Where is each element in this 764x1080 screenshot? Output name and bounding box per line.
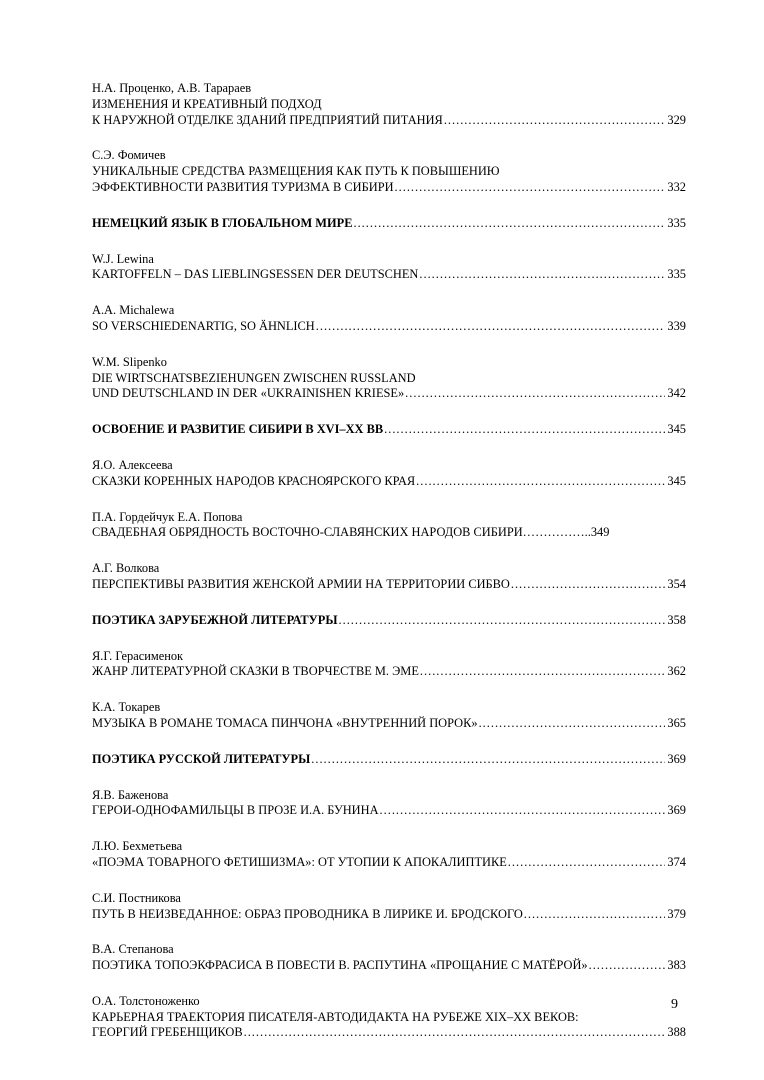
dot-leader — [420, 664, 666, 680]
toc-title-row — [92, 752, 686, 768]
dot-leader — [353, 216, 665, 232]
toc-entry — [92, 788, 686, 820]
toc-entry — [92, 81, 686, 128]
toc-title-line: УНИКАЛЬНЫЕ СРЕДСТВА РАЗМЕЩЕНИЯ КАК ПУТЬ К ПОВЫШЕНИЮ — [92, 164, 500, 179]
toc-title: ПУТЬ В НЕИЗВЕДАННОЕ: ОБРАЗ ПРОВОДНИКА В ЛИРИКЕ И. БРОДСКОГО — [92, 906, 523, 921]
toc-title: ПЕРСПЕКТИВЫ РАЗВИТИЯ ЖЕНСКОЙ АРМИИ НА ТЕРРИТОРИИ СИБВО — [92, 576, 510, 591]
toc-entry — [92, 649, 686, 681]
toc-entry — [92, 561, 686, 593]
toc-title-row — [92, 386, 686, 402]
toc-title: К НАРУЖНОЙ ОТДЕЛКЕ ЗДАНИЙ ПРЕДПРИЯТИЙ ПИТАНИЯ — [92, 112, 443, 127]
section-title: ОСВОЕНИЕ И РАЗВИТИЕ СИБИРИ В XVI–XX ВВ — [92, 422, 384, 437]
toc-page-number: 365 — [667, 715, 686, 730]
toc-entry — [92, 303, 686, 335]
toc-author: С.И. Постникова — [92, 890, 181, 905]
dot-leader — [405, 386, 665, 402]
toc-entry — [92, 891, 686, 923]
toc-author: W.M. Slipenko — [92, 354, 167, 369]
toc-title: МУЗЫКА В РОМАНЕ ТОМАСА ПИНЧОНА «ВНУТРЕННИЙ ПОРОК» — [92, 715, 478, 730]
toc-title: SO VERSCHIEDENARTIG, SO ÄHNLICH — [92, 318, 315, 333]
dot-leader — [511, 577, 666, 593]
toc-entry — [92, 355, 686, 402]
toc-author: П.А. Гордейчук Е.А. Попова — [92, 509, 243, 524]
toc-title: СВАДЕБНАЯ ОБРЯДНОСТЬ ВОСТОЧНО-СЛАВЯНСКИХ НАРОДОВ СИБИРИ — [92, 525, 523, 540]
toc-title-row — [92, 267, 686, 283]
toc-page-number: 329 — [667, 112, 686, 127]
toc-page-number: 345 — [667, 473, 686, 488]
toc-title: ГЕРОИ-ОДНОФАМИЛЬЦЫ В ПРОЗЕ И.А. БУНИНА — [92, 803, 379, 818]
toc-page-number: 358 — [667, 612, 686, 627]
toc-section-heading — [92, 216, 686, 232]
toc-title-row — [92, 319, 686, 335]
toc-page-number: 345 — [667, 422, 686, 437]
toc-title: ГЕОРГИЙ ГРЕБЕНЩИКОВ — [92, 1025, 243, 1040]
dot-leader — [311, 752, 665, 768]
toc-title-row — [92, 855, 686, 871]
toc-title-row — [92, 525, 686, 541]
toc-author: Я.В. Баженова — [92, 787, 169, 802]
toc-title: СКАЗКИ КОРЕННЫХ НАРОДОВ КРАСНОЯРСКОГО КРАЯ — [92, 473, 416, 488]
toc-section-heading — [92, 422, 686, 438]
toc-entry — [92, 252, 686, 284]
toc-title-row — [92, 422, 686, 438]
toc-title-row — [92, 958, 686, 974]
dot-leader — [244, 1025, 666, 1041]
toc-title-row — [92, 113, 686, 129]
toc-entry — [92, 839, 686, 871]
toc-entry — [92, 700, 686, 732]
table-of-contents — [92, 81, 686, 1061]
toc-title: ПОЭТИКА ТОПОЭКФРАСИСА В ПОВЕСТИ В. РАСПУТИНА «ПРОЩАНИЕ С МАТЁРОЙ» — [92, 958, 588, 973]
toc-author: Л.Ю. Бехметьева — [92, 839, 183, 854]
dot-leader — [479, 716, 666, 732]
dot-leader — [380, 803, 666, 819]
dot-leader — [416, 474, 665, 490]
page-number: 9 — [671, 997, 678, 1012]
toc-page-leader: ……………..349 — [522, 525, 610, 540]
section-title: ПОЭТИКА РУССКОЙ ЛИТЕРАТУРЫ — [92, 751, 311, 766]
toc-title: «ПОЭМА ТОВАРНОГО ФЕТИШИЗМА»: ОТ УТОПИИ К АПОКАЛИПТИКЕ — [92, 854, 507, 869]
toc-title-line: DIE WIRTSCHATSBEZIEHUNGEN ZWISCHEN RUSSLAND — [92, 370, 416, 385]
toc-page-number: 335 — [667, 267, 686, 282]
dot-leader — [384, 422, 665, 438]
toc-page-number: 374 — [667, 854, 686, 869]
section-title: ПОЭТИКА ЗАРУБЕЖНОЙ ЛИТЕРАТУРЫ — [92, 612, 338, 627]
toc-author: Я.Г. Герасименок — [92, 648, 184, 663]
toc-title-line: ИЗМЕНЕНИЯ И КРЕАТИВНЫЙ ПОДХОД — [92, 96, 322, 111]
toc-entry — [92, 148, 686, 195]
toc-author: О.А. Толстоноженко — [92, 993, 200, 1008]
toc-title-row — [92, 1025, 686, 1041]
toc-title-row — [92, 664, 686, 680]
toc-title-row — [92, 716, 686, 732]
toc-page-number: 335 — [667, 215, 686, 230]
toc-page-number: 332 — [667, 179, 686, 194]
toc-author: С.Э. Фомичев — [92, 148, 166, 163]
toc-page-number: 342 — [667, 386, 686, 401]
toc-page-number: 369 — [667, 803, 686, 818]
toc-title-line: КАРЬЕРНАЯ ТРАЕКТОРИЯ ПИСАТЕЛЯ-АВТОДИДАКТА НА РУБЕЖЕ XIX–XX ВЕКОВ: — [92, 1009, 579, 1024]
toc-author: К.А. Токарев — [92, 700, 161, 715]
dot-leader — [316, 319, 666, 335]
toc-title-row — [92, 803, 686, 819]
toc-entry — [92, 994, 686, 1041]
toc-title: ЖАНР ЛИТЕРАТУРНОЙ СКАЗКИ В ТВОРЧЕСТВЕ М. ЭМЕ — [92, 664, 419, 679]
toc-entry — [92, 510, 686, 542]
toc-section-heading — [92, 613, 686, 629]
dot-leader — [444, 113, 666, 129]
toc-page-number: 339 — [667, 318, 686, 333]
toc-title: ЭФФЕКТИВНОСТИ РАЗВИТИЯ ТУРИЗМА В СИБИРИ — [92, 179, 394, 194]
section-title: НЕМЕЦКИЙ ЯЗЫК В ГЛОБАЛЬНОМ МИРЕ — [92, 215, 353, 230]
toc-author: А.Г. Волкова — [92, 561, 160, 576]
toc-title: KARTOFFELN – DAS LIEBLINGSESSEN DER DEUTSCHEN — [92, 267, 419, 282]
toc-page-number: 362 — [667, 664, 686, 679]
toc-author: A.A. Michalewa — [92, 303, 175, 318]
toc-author: Я.О. Алексеева — [92, 457, 173, 472]
dot-leader — [589, 958, 666, 974]
toc-title-row — [92, 907, 686, 923]
dot-leader — [395, 180, 666, 196]
toc-page-number: 383 — [667, 958, 686, 973]
toc-title-row — [92, 474, 686, 490]
toc-page-number: 354 — [667, 576, 686, 591]
toc-author: В.А. Степанова — [92, 942, 174, 957]
dot-leader — [508, 855, 666, 871]
toc-entry — [92, 942, 686, 974]
toc-section-heading — [92, 752, 686, 768]
toc-title-row — [92, 577, 686, 593]
dot-leader — [419, 267, 665, 283]
toc-author: W.J. Lewina — [92, 251, 154, 266]
toc-page-number: 379 — [667, 906, 686, 921]
toc-author: Н.А. Проценко, А.В. Тарараев — [92, 81, 252, 95]
toc-title-row — [92, 180, 686, 196]
toc-page-number: 388 — [667, 1025, 686, 1040]
dot-leader — [524, 907, 666, 923]
toc-title-row — [92, 613, 686, 629]
toc-entry — [92, 458, 686, 490]
toc-page-number: 369 — [667, 751, 686, 766]
toc-title-row — [92, 216, 686, 232]
dot-leader — [339, 613, 666, 629]
toc-title: UND DEUTSCHLAND IN DER «UKRAINISHEN KRIESE» — [92, 386, 405, 401]
